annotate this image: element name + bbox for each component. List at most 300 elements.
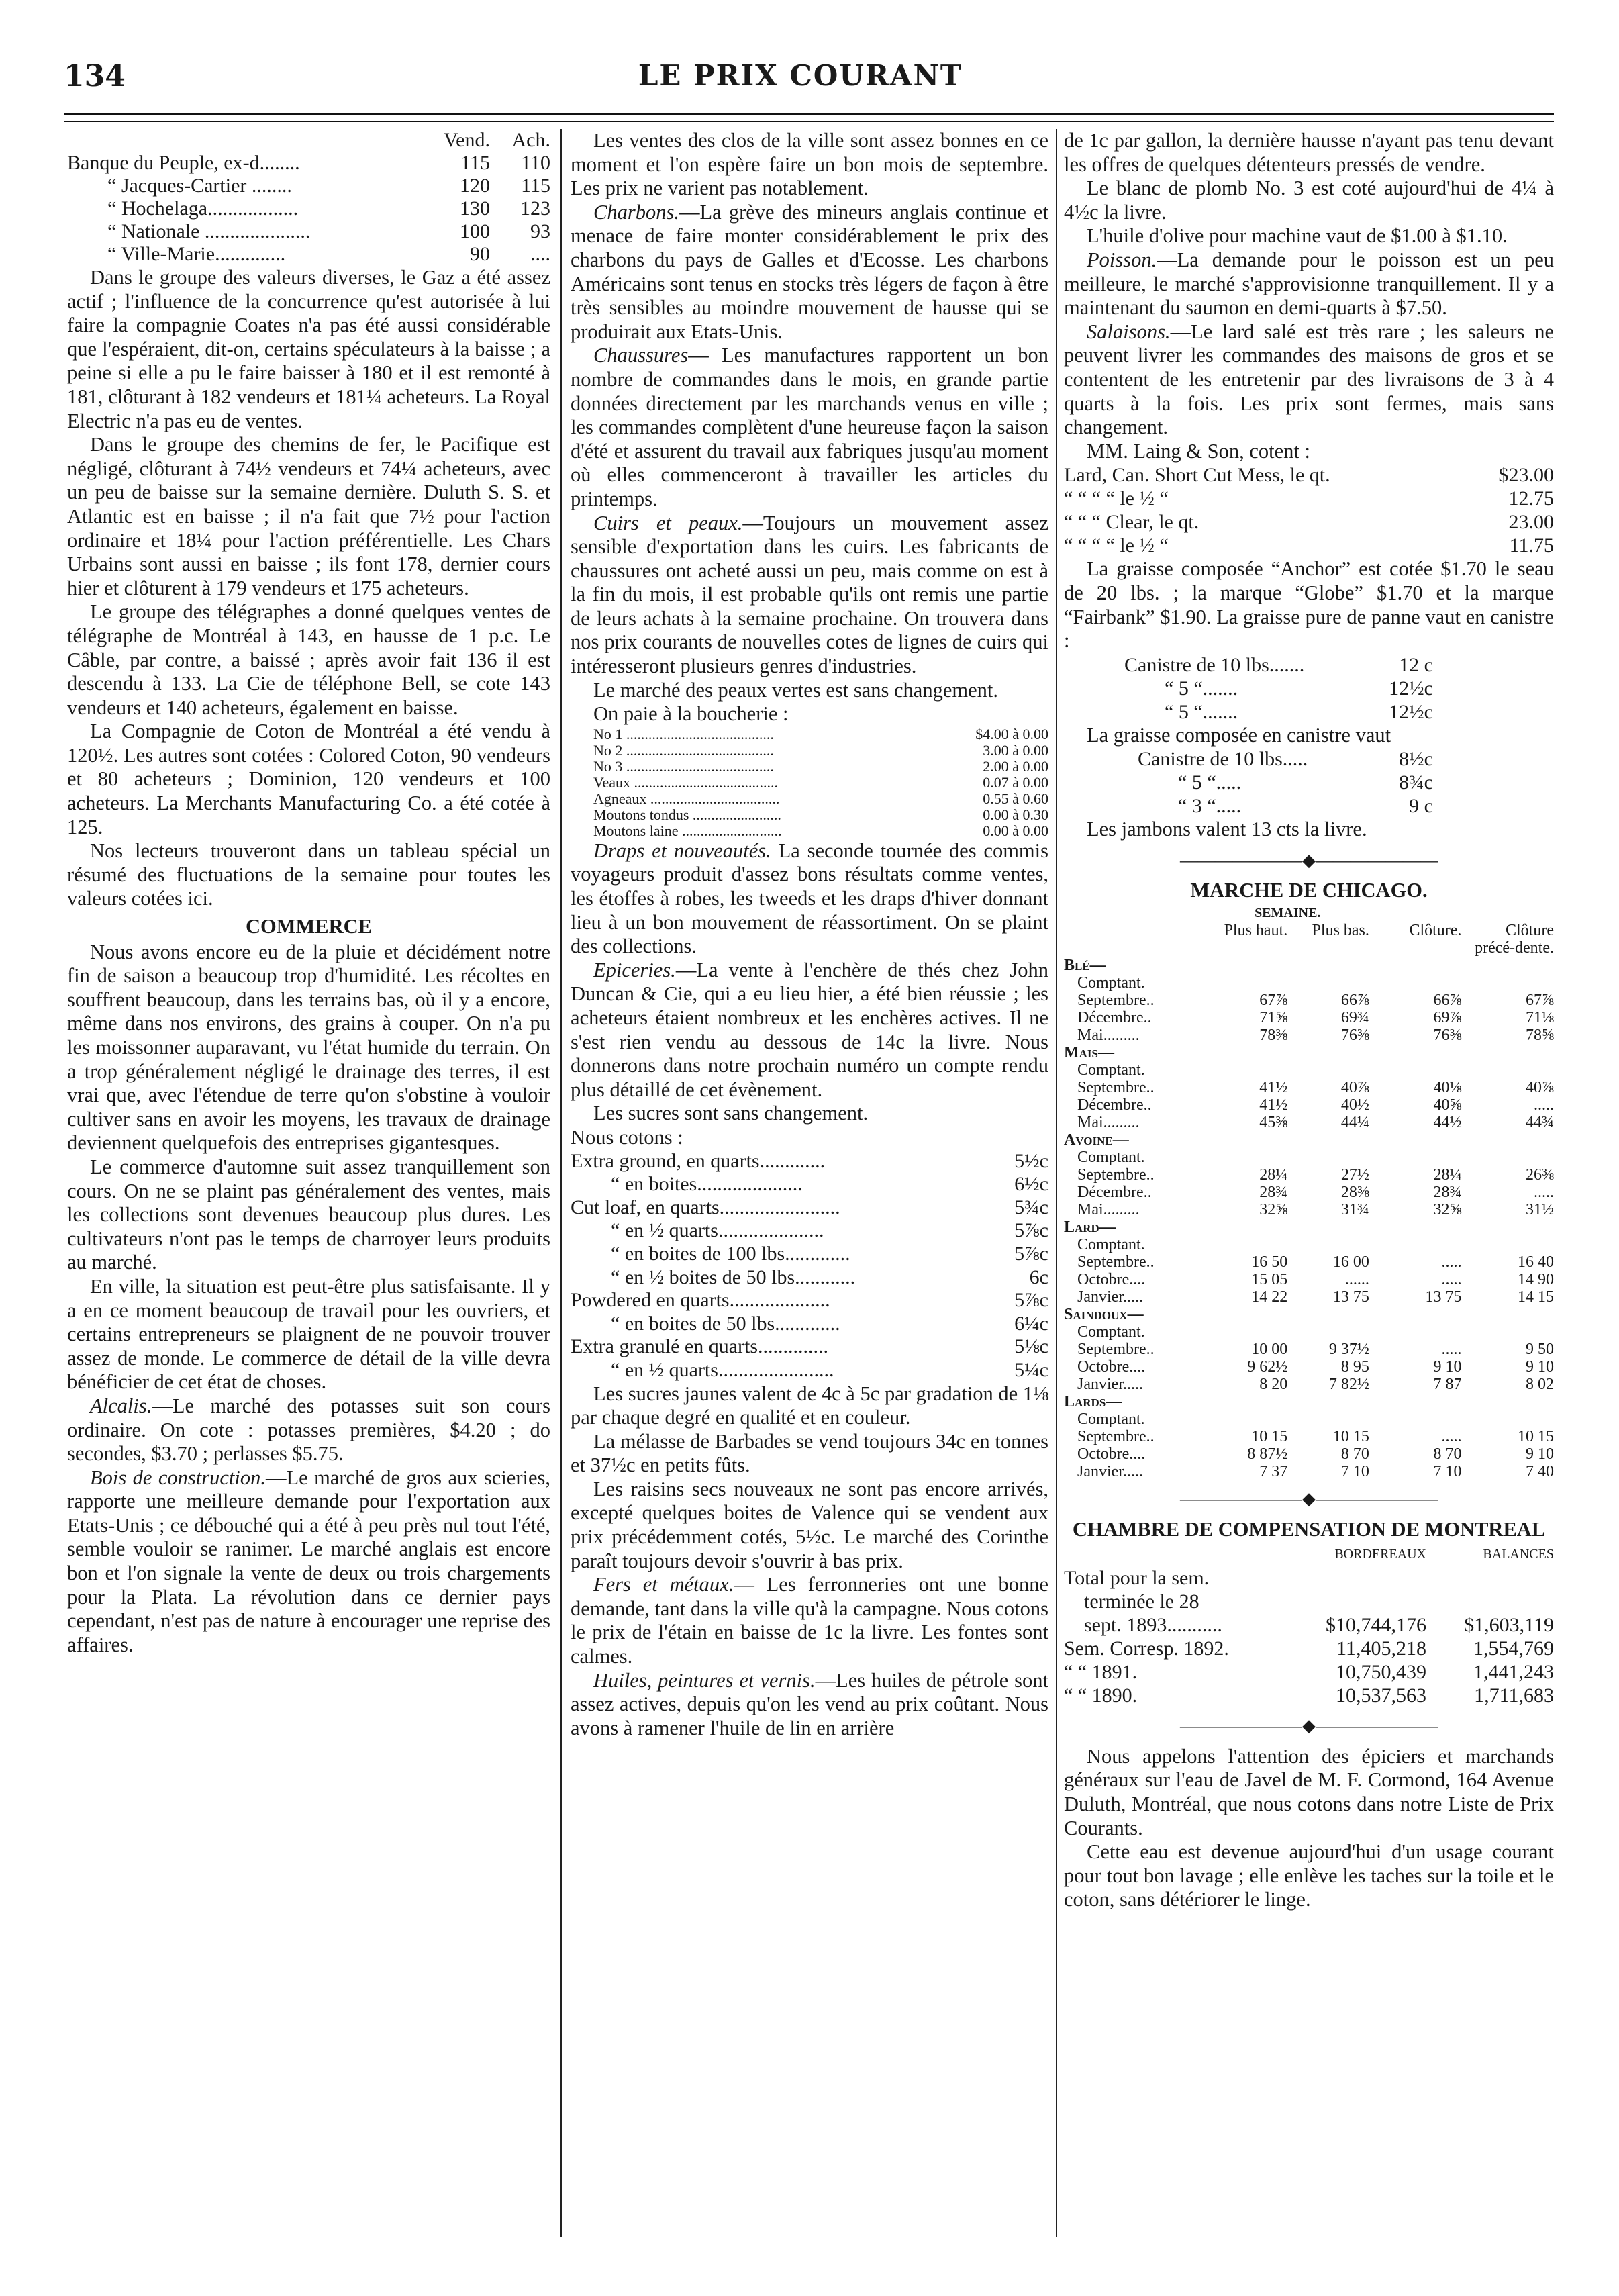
table-header-row bbox=[1064, 904, 1554, 922]
price-cell: 9 37½ bbox=[1328, 1341, 1369, 1359]
price-cell bbox=[1206, 1410, 1288, 1428]
price-cell bbox=[1461, 974, 1554, 992]
term-label: Comptant. bbox=[1077, 1061, 1145, 1080]
period-label: Total pour la sem. bbox=[1064, 1567, 1210, 1590]
commodity-label: Saindoux— bbox=[1064, 1306, 1144, 1324]
price-cell: 40⅝ bbox=[1433, 1096, 1462, 1114]
paragraph: Dans le groupe des valeurs diverses, le Gaz a été assez actif ; l'influence de la concurrence qu'est autorisée à lui faire la compagnie Coates n'a pas été aussi considérable que l'espéraient, dit-on, certains spéculateurs à la baisse ; a peine si elle a pu le faire baisser à 180 et il est remonté à 181, clôturant à 182 vendeurs et 181¼ acheteurs. La Royal Electric n'a pas eu de ventes. bbox=[67, 266, 550, 432]
table-row: “ 5 “....... 12½c bbox=[1165, 677, 1433, 700]
table-row bbox=[67, 197, 550, 220]
rubric-text: —Le lard salé est très rare ; les saleurs ne peuvent livrer les commandes des maisons de gros et se contentent de les entretenir par des livraisons de 3 à 4 quarts à la fois. Les prix sont fermes, mais sans changement. bbox=[1064, 320, 1554, 439]
paragraph-cuirs bbox=[571, 512, 1048, 679]
price-cell: 16 50 bbox=[1251, 1253, 1288, 1272]
paragraph: Le groupe des télégraphes a donné quelques ventes de télégraphe de Montréal à 143, en hausse de 1 p.c. Le Câble, par contre, a baissé ; après avoir fait 136 il est descendu à 133. La Cie de téléphone Bell, se cote 143 vendeurs et 140 acheteurs, également en baisse. bbox=[67, 600, 550, 719]
price-cell: 41½ bbox=[1259, 1096, 1288, 1114]
price-cell bbox=[1369, 1236, 1462, 1253]
stock-vend: 120 bbox=[460, 175, 490, 197]
price-cell: ..... bbox=[1534, 1184, 1554, 1202]
amount-cell bbox=[1426, 1566, 1554, 1590]
price-cell: ..... bbox=[1441, 1341, 1462, 1359]
term-label: Septembre.. bbox=[1077, 1166, 1155, 1184]
stock-name: “ Nationale ..................... bbox=[107, 220, 311, 242]
col-cloture: Clôture. bbox=[1409, 922, 1462, 940]
price-cell: 8 70 bbox=[1340, 1445, 1369, 1464]
commodity-label: Lards— bbox=[1064, 1393, 1122, 1411]
table-row: Extra granulé en quarts.............. 5⅛c bbox=[571, 1335, 1048, 1358]
table-row: “ “ “ “ le ½ “ 12.75 bbox=[1064, 487, 1554, 510]
price-cell: 45⅜ bbox=[1259, 1114, 1288, 1132]
col-vend: Vend. bbox=[443, 129, 490, 151]
paragraph: En ville, la situation est peut-être plus satisfaisante. Il y a en ce moment beaucoup de travail pour les ouvriers, et certains entrepreneurs se plaignent de ne pouvoir trouver assez de monde. Le commerce de détail de la ville devra bénéficier de cet état de choses. bbox=[67, 1274, 550, 1394]
col-semaine: SEMAINE. bbox=[1255, 906, 1321, 921]
rubric-text: —La grève des mineurs anglais continue et menace de faire monter considérablement le prix des charbons du pays de Galles et d'Ecosse. Les charbons Américains sont tenus en stocks très légers de façon à être très sensibles au moindre mouvement de hausse qui se produirait aux Etats-Unis. bbox=[571, 200, 1048, 343]
table-row: “ 5 “....... 12½c bbox=[1165, 700, 1433, 723]
table-row: “ 5 “..... 8¾c bbox=[1178, 771, 1433, 794]
paragraph: Le marché des peaux vertes est sans changement. bbox=[593, 678, 998, 702]
price-cell: 16 00 bbox=[1332, 1253, 1369, 1272]
section-heading-commerce: COMMERCE bbox=[245, 915, 373, 939]
table-row bbox=[1064, 1463, 1554, 1480]
rubric-text: —La vente à l'enchère de thés chez John Duncan & Cie, qui a eu lieu hier, a été bien réussie ; les acheteurs étaient nombreux et les enchères actives. Il ne s'est rien vendu au dessous de 14c la livre. Nous donnerons dans notre prochain numéro un compte rendu plus détaillé de cet évènement. bbox=[571, 958, 1048, 1101]
table-row: “ en ½ quarts..................... 5⅞c bbox=[611, 1219, 1048, 1242]
table-row: Powdered en quarts.................... 5⅞c bbox=[571, 1289, 1048, 1312]
page-number: 134 bbox=[64, 59, 126, 93]
rubric-text: —Le marché des potasses suit son cours ordinaire. On cote : potasses premières, $4.20 ; do secondes, $3.70 ; perlasses $5.75. bbox=[67, 1394, 550, 1466]
table-header-row bbox=[1064, 1543, 1554, 1566]
paragraph: Cette eau est devenue aujourd'hui d'un usage courant pour tout bon lavage ; elle enlève les taches sur la toile et le coton, sans détériorer le linge. bbox=[1064, 1840, 1554, 1911]
amount-cell: 1,711,683 bbox=[1474, 1684, 1554, 1707]
price-cell: 66⅞ bbox=[1433, 992, 1462, 1010]
paragraph-epiceries bbox=[571, 959, 1048, 1102]
table-row: “ en ½ quarts....................... 5¼c bbox=[611, 1358, 1048, 1381]
price-cell: 78⅝ bbox=[1526, 1026, 1554, 1045]
term-label: Octobre.... bbox=[1077, 1358, 1146, 1376]
chicago-market-table bbox=[1064, 904, 1554, 1480]
paragraph-chaussures bbox=[571, 344, 1048, 511]
price-cell bbox=[1206, 1236, 1288, 1253]
sugar-heading: Nous cotons : bbox=[571, 1125, 683, 1149]
price-cell: 8 87½ bbox=[1247, 1445, 1288, 1464]
stock-name: “ Hochelaga.................. bbox=[107, 197, 299, 220]
table-row: Extra ground, en quarts............. 5½c bbox=[571, 1149, 1048, 1172]
price-cell: 44½ bbox=[1433, 1114, 1462, 1132]
paragraph: La mélasse de Barbades se vend toujours 34c en tonnes et 37½c en petits fûts. bbox=[571, 1429, 1048, 1477]
col-plus-haut: Plus haut. bbox=[1224, 922, 1288, 940]
table-row bbox=[1064, 1201, 1554, 1218]
table-row: “ en ½ boites de 50 lbs............ 6c bbox=[611, 1265, 1048, 1288]
header-rule-thin bbox=[64, 121, 1554, 122]
price-cell bbox=[1287, 974, 1369, 992]
table-row bbox=[1064, 1445, 1554, 1463]
period-label: Sem. Corresp. 1892. bbox=[1064, 1637, 1229, 1660]
table-section-row bbox=[1064, 1044, 1554, 1061]
sugar-price-table bbox=[571, 1150, 1048, 1382]
table-row bbox=[1064, 1410, 1554, 1428]
stock-ach: 123 bbox=[520, 197, 550, 220]
paragraph: Les sucres jaunes valent de 4c à 5c par gradation de 1⅛ par chaque degré en qualité et en couleur. bbox=[571, 1382, 1048, 1429]
paragraph-alcalis bbox=[67, 1394, 550, 1466]
column-3 bbox=[1064, 129, 1554, 1912]
lard-price-table bbox=[1064, 463, 1554, 557]
stock-name: Banque du Peuple, ex-d........ bbox=[67, 152, 300, 174]
price-cell: 13 75 bbox=[1425, 1288, 1462, 1306]
term-label: Décembre.. bbox=[1077, 1009, 1152, 1027]
rubric-label: Cuirs et peaux. bbox=[593, 511, 743, 534]
price-cell: ..... bbox=[1534, 1096, 1554, 1114]
col-plus-bas: Plus bas. bbox=[1312, 922, 1369, 940]
price-cell: 14 90 bbox=[1518, 1271, 1554, 1289]
table-section-row bbox=[1064, 1218, 1554, 1236]
ornament-divider: ———————◆——————— bbox=[1180, 1716, 1438, 1736]
table-section-row bbox=[1064, 1393, 1554, 1410]
table-row bbox=[1064, 1184, 1554, 1201]
stock-vend: 115 bbox=[460, 152, 490, 174]
price-cell: 26⅜ bbox=[1526, 1166, 1554, 1184]
rubric-label: Chaussures bbox=[593, 344, 689, 367]
table-row bbox=[1064, 974, 1554, 992]
rubric-text: —La demande pour le poisson est un peu meilleure, le marché s'approvisionne tranquillement. Il y a maintenant du saumon en demi-quarts à $7.50. bbox=[1064, 248, 1554, 320]
table-row: “ 3 “..... 9 c bbox=[1178, 795, 1433, 818]
table-row bbox=[1064, 1061, 1554, 1079]
commodity-label: Mais— bbox=[1064, 1044, 1114, 1062]
table-row bbox=[1064, 1236, 1554, 1253]
paragraph-draps bbox=[571, 839, 1048, 959]
price-cell bbox=[1461, 1323, 1554, 1341]
amount-cell bbox=[1426, 1590, 1554, 1613]
paragraph-fers bbox=[571, 1573, 1048, 1668]
period-label: terminée le 28 bbox=[1084, 1590, 1199, 1613]
price-cell bbox=[1287, 1061, 1369, 1079]
period-label: “ “ 1891. bbox=[1064, 1661, 1138, 1684]
stock-quotes-table bbox=[67, 129, 550, 266]
price-cell: 69⅞ bbox=[1433, 1009, 1462, 1027]
paragraph-poisson bbox=[1064, 248, 1554, 320]
price-cell: 28¼ bbox=[1259, 1166, 1288, 1184]
term-label: Comptant. bbox=[1077, 1323, 1145, 1341]
table-row: Moutons laine ........................... 0.00 à 0.00 bbox=[593, 822, 1048, 839]
table-row: Lard, Can. Short Cut Mess, le qt. $23.00 bbox=[1064, 464, 1554, 487]
stock-ach: 93 bbox=[530, 220, 550, 242]
table-row: No 2 ........................................ 3.00 à 0.00 bbox=[593, 741, 1048, 759]
table-row: No 3 ........................................ 2.00 à 0.00 bbox=[593, 757, 1048, 775]
price-cell: 8 70 bbox=[1433, 1445, 1462, 1464]
table-row bbox=[1064, 1149, 1554, 1166]
table-row bbox=[1064, 1376, 1554, 1393]
price-cell: 76⅜ bbox=[1433, 1026, 1462, 1045]
price-cell: 40⅛ bbox=[1433, 1079, 1462, 1097]
col-cloture-precedente: Clôture précé-dente. bbox=[1475, 922, 1554, 957]
price-cell bbox=[1369, 974, 1462, 992]
price-cell: 32⅝ bbox=[1433, 1201, 1462, 1219]
term-label: Octobre.... bbox=[1077, 1445, 1146, 1464]
table-row bbox=[67, 243, 550, 266]
price-cell: 78⅜ bbox=[1259, 1026, 1288, 1045]
amount-cell: 1,441,243 bbox=[1473, 1661, 1554, 1684]
table-row bbox=[1064, 1613, 1554, 1637]
table-row: “ en boites de 100 lbs............. 5⅞c bbox=[611, 1242, 1048, 1265]
term-label: Comptant. bbox=[1077, 974, 1145, 992]
table-row bbox=[1064, 1096, 1554, 1114]
table-row: “ “ “ Clear, le qt. 23.00 bbox=[1064, 511, 1554, 534]
rubric-text: — Les ferronneries ont une bonne demande, tant dans la ville qu'à la campagne. Nous cotons le prix de l'étain en baisse de 1c la livre. Les fontes sont calmes. bbox=[571, 1573, 1048, 1668]
amount-cell: 1,554,769 bbox=[1473, 1637, 1554, 1660]
paragraph: Les raisins secs nouveaux ne sont pas encore arrivés, excepté quelques boites de Valence qui se vendent aux prix précédemment cotés, 5½c. Le marché des Corinthe paraît toujours devoir s'ouvrir à bas prix. bbox=[571, 1477, 1048, 1572]
price-cell bbox=[1369, 1323, 1462, 1341]
paragraph: Le commerce d'automne suit assez tranquillement son cours. On ne se plaint pas généralement des ventes, mais les collections sont devenues beaucoup plus dures. Les cultivateurs n'ont pas le temps de charroyer leurs produits au marché. bbox=[67, 1155, 550, 1274]
price-cell bbox=[1369, 1410, 1462, 1428]
table-row: No 1 ........................................ $4.00 à 0.00 bbox=[593, 725, 1048, 743]
header-rule bbox=[64, 113, 1554, 115]
table-row bbox=[1064, 1026, 1554, 1044]
column-divider bbox=[560, 129, 562, 2237]
stock-name: “ Ville-Marie.............. bbox=[107, 243, 286, 265]
price-cell bbox=[1461, 1061, 1554, 1079]
column-divider bbox=[1056, 129, 1057, 2237]
term-label: Janvier..... bbox=[1077, 1288, 1143, 1306]
hides-heading: On paie à la boucherie : bbox=[593, 702, 789, 726]
table-row bbox=[1064, 1323, 1554, 1341]
price-cell: 7 87 bbox=[1433, 1376, 1462, 1394]
price-cell: 8 02 bbox=[1526, 1376, 1554, 1394]
page-header bbox=[64, 59, 1537, 99]
rubric-label: Alcalis. bbox=[90, 1394, 152, 1417]
rubric-label: Charbons. bbox=[593, 200, 679, 224]
ornament-divider: ———————◆——————— bbox=[1180, 850, 1438, 870]
table-row bbox=[1064, 1684, 1554, 1707]
table-row: Agneaux ................................... 0.55 à 0.60 bbox=[593, 790, 1048, 807]
price-cell: 9 50 bbox=[1526, 1341, 1554, 1359]
paragraph-bois bbox=[67, 1466, 550, 1658]
canistre-table-2 bbox=[1138, 747, 1433, 818]
term-label: Décembre.. bbox=[1077, 1096, 1152, 1114]
price-cell: ..... bbox=[1441, 1271, 1462, 1289]
term-label: Octobre.... bbox=[1077, 1271, 1146, 1289]
col-ach: Ach. bbox=[511, 129, 550, 151]
stock-vend: 100 bbox=[460, 220, 490, 242]
price-cell: 44¾ bbox=[1526, 1114, 1554, 1132]
amount-cell bbox=[1279, 1566, 1426, 1590]
price-cell: 7 10 bbox=[1433, 1463, 1462, 1481]
table-row: “ “ “ “ le ½ “ 11.75 bbox=[1064, 534, 1554, 557]
rubric-label: Huiles, peintures et vernis. bbox=[593, 1668, 816, 1692]
price-cell: 14 15 bbox=[1518, 1288, 1554, 1306]
period-label: sept. 1893........... bbox=[1084, 1614, 1222, 1637]
price-cell: 44¼ bbox=[1340, 1114, 1369, 1132]
table-row: Cut loaf, en quarts........................ 5¾c bbox=[571, 1196, 1048, 1218]
price-cell: 27½ bbox=[1340, 1166, 1369, 1184]
table-row bbox=[1064, 1358, 1554, 1376]
price-cell: 41½ bbox=[1259, 1079, 1288, 1097]
amount-cell: 10,750,439 bbox=[1336, 1661, 1426, 1684]
paragraph-charbons bbox=[571, 201, 1048, 344]
table-row bbox=[1064, 1341, 1554, 1358]
rubric-label: Draps et nouveautés. bbox=[593, 839, 771, 862]
table-row bbox=[1064, 1009, 1554, 1026]
term-label: Décembre.. bbox=[1077, 1184, 1152, 1202]
table-row bbox=[1064, 1271, 1554, 1288]
hides-price-table bbox=[593, 726, 1048, 839]
paragraph: Les sucres sont sans changement. bbox=[593, 1102, 869, 1125]
paragraph: Nous appelons l'attention des épiciers et marchands généraux sur l'eau de Javel de M. F. Cormond, 164 Avenue Duluth, Montréal, que nous cotons dans notre Liste de Prix Courants. bbox=[1064, 1744, 1554, 1839]
table-row: Canistre de 10 lbs..... 8½c bbox=[1138, 748, 1433, 771]
table-row bbox=[1064, 1660, 1554, 1684]
price-cell: 8 20 bbox=[1259, 1376, 1288, 1394]
price-cell bbox=[1369, 1149, 1462, 1166]
term-label: Septembre.. bbox=[1077, 1341, 1155, 1359]
table-section-row bbox=[1064, 957, 1554, 974]
table-row bbox=[1064, 1590, 1554, 1613]
price-cell bbox=[1461, 1410, 1554, 1428]
amount-cell: 11,405,218 bbox=[1336, 1637, 1426, 1660]
price-cell: 40⅞ bbox=[1526, 1079, 1554, 1097]
table-row bbox=[1064, 1428, 1554, 1445]
price-cell: 28¾ bbox=[1433, 1184, 1462, 1202]
table-header-row bbox=[67, 129, 550, 152]
amount-cell: $10,744,176 bbox=[1326, 1614, 1426, 1637]
price-cell: 16 40 bbox=[1518, 1253, 1554, 1272]
paragraph: La Compagnie de Coton de Montréal a été vendu à 120½. Les autres sont cotées : Colored Coton, 90 vendeurs et 80 acheteurs ; Dominion, 120 vendeurs et 100 acheteurs. La Merchants Manufacturing Co. a été cotée à 125. bbox=[67, 720, 550, 839]
table-row bbox=[1064, 1637, 1554, 1660]
price-cell: 28⅜ bbox=[1340, 1184, 1369, 1202]
term-label: Mai......... bbox=[1077, 1026, 1140, 1045]
amount-cell: 10,537,563 bbox=[1336, 1684, 1426, 1707]
commodity-label: Avoine— bbox=[1064, 1131, 1129, 1149]
price-cell: 40½ bbox=[1340, 1096, 1369, 1114]
price-cell: 40⅞ bbox=[1340, 1079, 1369, 1097]
term-label: Comptant. bbox=[1077, 1149, 1145, 1167]
stock-vend: 90 bbox=[470, 243, 490, 265]
price-cell: 13 75 bbox=[1332, 1288, 1369, 1306]
price-cell bbox=[1206, 1323, 1288, 1341]
price-cell bbox=[1206, 1061, 1288, 1079]
table-section-row bbox=[1064, 1131, 1554, 1149]
price-cell: 67⅞ bbox=[1526, 992, 1554, 1010]
section-heading-chicago: MARCHE DE CHICAGO. bbox=[1190, 879, 1428, 902]
paragraph-huiles bbox=[571, 1669, 1048, 1741]
price-cell: 28¾ bbox=[1259, 1184, 1288, 1202]
term-label: Septembre.. bbox=[1077, 992, 1155, 1010]
table-header-row bbox=[1064, 922, 1554, 957]
table-row bbox=[1064, 992, 1554, 1009]
rubric-text: —Le marché de gros aux scieries, rapporte une meilleure demande pour l'exportation aux Etats-Unis ; ce débouché qui a été à peu près nul tout l'été, semble vouloir se ranimer. Le marché anglais est encore bon et l'on signale la vente de deux ou trois chargements pour la Plata. La révolution dans ce dernier pays cependant, n'est pas de nature à encourager une reprise des affaires. bbox=[67, 1466, 551, 1656]
price-cell: 9 10 bbox=[1433, 1358, 1462, 1376]
stock-vend: 130 bbox=[460, 197, 490, 220]
amount-cell: $1,603,119 bbox=[1464, 1614, 1554, 1637]
col-balances: BALANCES bbox=[1483, 1547, 1554, 1562]
price-cell bbox=[1206, 974, 1288, 992]
price-cell: 14 22 bbox=[1251, 1288, 1288, 1306]
price-cell: 7 82½ bbox=[1328, 1376, 1369, 1394]
price-cell bbox=[1206, 1149, 1288, 1166]
table-section-row bbox=[1064, 1306, 1554, 1323]
table-row: “ en boites de 50 lbs............. 6¼c bbox=[611, 1312, 1048, 1335]
paragraph: Nos lecteurs trouveront dans un tableau spécial un résumé des fluctuations de la semaine pour toutes les valeurs cotées ici. bbox=[67, 839, 550, 910]
price-cell: ...... bbox=[1344, 1271, 1369, 1289]
col-bordereaux: BORDEREAUX bbox=[1334, 1547, 1426, 1562]
term-label: Mai......... bbox=[1077, 1114, 1140, 1132]
paragraph: Les jambons valent 13 cts la livre. bbox=[1087, 818, 1367, 841]
price-cell: 15 05 bbox=[1251, 1271, 1288, 1289]
stock-ach: 110 bbox=[521, 152, 550, 174]
price-cell bbox=[1369, 1061, 1462, 1079]
commodity-label: Lard— bbox=[1064, 1218, 1116, 1237]
price-cell: 8 95 bbox=[1340, 1358, 1369, 1376]
table-row bbox=[1064, 1566, 1554, 1590]
paragraph: Dans le groupe des chemins de fer, le Pacifique est négligé, clôturant à 74½ vendeurs et 74¼ acheteurs, avec un peu de baisse sur la semaine dernière. Duluth S. S. et Atlantic est en baisse ; il n'a fait que 7½ pour l'action ordinaire et 18¼ pour l'action préférentielle. Les Chars Urbains sont aussi en baisse ; ils font 178, dernier cours hier et clôturent à 179 vendeurs et 175 acheteurs. bbox=[67, 433, 550, 600]
paragraph: Les ventes des clos de la ville sont assez bonnes en ce moment et l'on espère faire un bon mois de septembre. Les prix ne varient pas notablement. bbox=[571, 129, 1048, 200]
period-label: “ “ 1890. bbox=[1064, 1684, 1138, 1707]
price-cell: 9 10 bbox=[1526, 1358, 1554, 1376]
price-cell bbox=[1287, 1410, 1369, 1428]
price-cell bbox=[1461, 1149, 1554, 1166]
table-row: Moutons tondus ........................ 0.00 à 0.30 bbox=[593, 806, 1048, 823]
paragraph: La graisse composée “Anchor” est cotée $1.70 le seau de 20 lbs. ; la marque “Globe” $1.70 et la marque “Fairbank” $1.90. La graisse pure de panne vaut en canistre : bbox=[1064, 557, 1554, 653]
rubric-label: Poisson. bbox=[1087, 248, 1157, 271]
table-row bbox=[67, 220, 550, 243]
term-label: Comptant. bbox=[1077, 1410, 1145, 1429]
rubric-text: — Les manufactures rapportent un bon nombre de commandes dans le mois, en grande partie données directement par les marchands venus en ville ; les commandes complètent d'une heureuse façon la saison d'été et assurent du travail aux fabriques jusqu'au moment où elles commenceront à travailler les articles du printemps. bbox=[571, 344, 1048, 510]
price-cell: 10 15 bbox=[1251, 1428, 1288, 1446]
paragraph: La graisse composée en canistre vaut bbox=[1087, 723, 1391, 747]
table-row bbox=[67, 175, 550, 197]
clearing-house-table bbox=[1064, 1543, 1554, 1707]
term-label: Comptant. bbox=[1077, 1236, 1145, 1254]
price-cell: 69¾ bbox=[1340, 1009, 1369, 1027]
canistre-table-1 bbox=[1124, 653, 1433, 724]
paragraph: MM. Laing & Son, cotent : bbox=[1087, 439, 1310, 463]
table-row bbox=[67, 152, 550, 175]
column-2 bbox=[571, 129, 1048, 1740]
price-cell: 10 15 bbox=[1518, 1428, 1554, 1446]
term-label: Janvier..... bbox=[1077, 1376, 1143, 1394]
price-cell: 28¼ bbox=[1433, 1166, 1462, 1184]
price-cell: 67⅞ bbox=[1259, 992, 1288, 1010]
table-row: Canistre de 10 lbs....... 12 c bbox=[1124, 653, 1433, 676]
table-row bbox=[1064, 1253, 1554, 1271]
rubric-text: —Toujours un mouvement assez sensible d'exportation dans les cuirs. Les fabricants de chaussures ont acheté aussi un peu, mais comme on est à la fin du mois, il est probable qu'ils ont remis une partie de leurs achats à la semaine prochaine. On trouvera dans nos prix courants de nouvelles cotes de lignes de cuirs qui intéresseront plusieurs genres d'industries. bbox=[571, 511, 1048, 678]
table-row bbox=[1064, 1166, 1554, 1184]
price-cell: 32⅝ bbox=[1259, 1201, 1288, 1219]
column-1 bbox=[67, 129, 550, 1657]
paragraph: de 1c par gallon, la dernière hausse n'ayant pas tenu devant les offres de quelques détenteurs pressés de vendre. bbox=[1064, 129, 1554, 176]
page-title: LE PRIX COURANT bbox=[638, 59, 963, 92]
term-label: Mai......... bbox=[1077, 1201, 1140, 1219]
paragraph: Le blanc de plomb No. 3 est coté aujourd'hui de 4¼ à 4½c la livre. bbox=[1064, 177, 1554, 224]
term-label: Septembre.. bbox=[1077, 1079, 1155, 1097]
stock-name: “ Jacques-Cartier ........ bbox=[107, 175, 292, 197]
stock-ach: .... bbox=[530, 243, 550, 265]
table-row: “ en boites..................... 6½c bbox=[611, 1173, 1048, 1196]
rubric-label: Bois de construction. bbox=[90, 1466, 266, 1489]
price-cell: 71⅝ bbox=[1259, 1009, 1288, 1027]
price-cell bbox=[1287, 1236, 1369, 1253]
paragraph: L'huile d'olive pour machine vaut de $1.00 à $1.10. bbox=[1087, 224, 1508, 248]
rubric-text: La seconde tournée des commis voyageurs produit d'assez bons résultats comme ventes, les étoffes à robes, les tweeds et les draps d'hiver donnant lieu à un bon mouvement de réassortiment. On se plaint des collections. bbox=[571, 839, 1048, 958]
price-cell: ..... bbox=[1441, 1428, 1462, 1446]
price-cell: 7 40 bbox=[1526, 1463, 1554, 1481]
table-row bbox=[1064, 1114, 1554, 1131]
term-label: Septembre.. bbox=[1077, 1428, 1155, 1446]
price-cell bbox=[1287, 1149, 1369, 1166]
rubric-label: Fers et métaux. bbox=[593, 1573, 734, 1596]
paragraph-salaisons bbox=[1064, 320, 1554, 440]
price-cell: 10 15 bbox=[1332, 1428, 1369, 1446]
price-cell: 9 62½ bbox=[1247, 1358, 1288, 1376]
table-row: Veaux ....................................... 0.07 à 0.00 bbox=[593, 773, 1048, 791]
table-row bbox=[1064, 1288, 1554, 1306]
amount-cell bbox=[1279, 1590, 1426, 1613]
term-label: Septembre.. bbox=[1077, 1253, 1155, 1272]
